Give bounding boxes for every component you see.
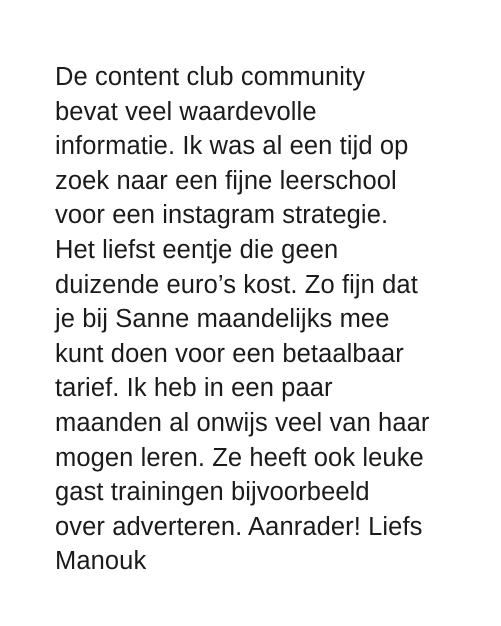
testimonial-line: informatie. Ik was al een tijd op (55, 132, 409, 161)
testimonial-line: tarief. Ik heb in een paar (55, 374, 333, 403)
testimonial-line: je bij Sanne maandelijks mee (55, 305, 390, 334)
testimonial-line: duizende euro’s kost. Zo fijn dat (55, 270, 418, 299)
testimonial-line: over adverteren. Aanrader! Liefs (55, 512, 423, 541)
testimonial-line: kunt doen voor een betaalbaar (55, 339, 404, 368)
testimonial-signature: Manouk (55, 547, 147, 576)
testimonial-line: De content club community (55, 63, 366, 91)
testimonial-line: mogen leren. Ze heeft ook leuke (55, 443, 424, 472)
testimonial-line: maanden al onwijs veel van haar (55, 408, 430, 437)
testimonial-line: voor een instagram strategie. (55, 201, 389, 230)
testimonial-line: Het liefst eentje die geen (55, 235, 339, 264)
testimonial-line: zoek naar een fijne leerschool (55, 166, 397, 195)
testimonial-text (55, 60, 495, 579)
testimonial-line: gast trainingen bijvoorbeeld (55, 478, 370, 507)
testimonial-line: bevat veel waardevolle (55, 97, 317, 126)
